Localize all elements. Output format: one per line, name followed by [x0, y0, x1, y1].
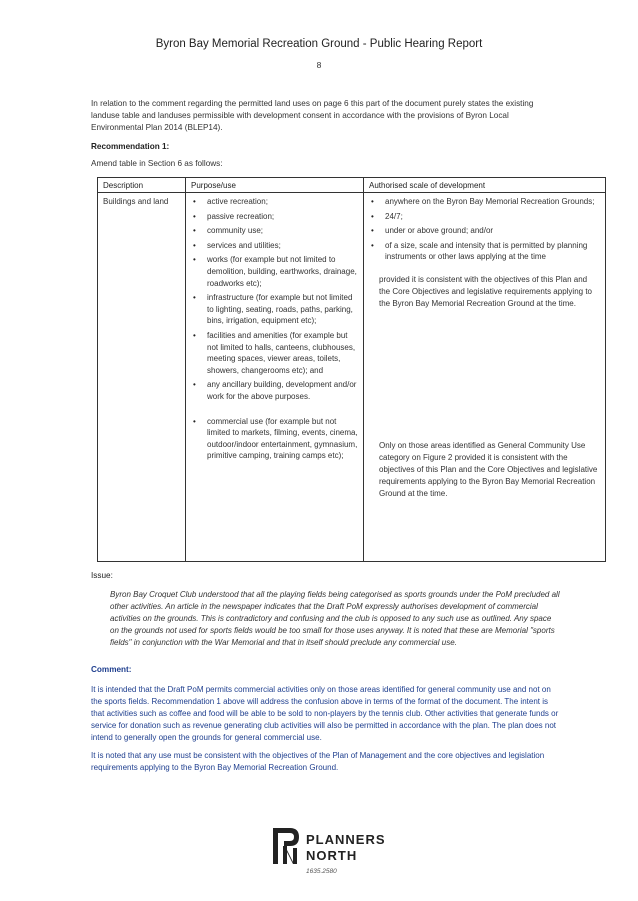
list-item: • of a size, scale and intensity that is permitted by planning instruments or other laws applying at the time — [369, 240, 600, 263]
issue-heading: Issue: — [91, 571, 113, 580]
purpose-cell — [186, 193, 364, 562]
list-item: • services and utilities; — [191, 240, 358, 252]
list-item: • community use; — [191, 225, 358, 237]
list-item: • passive recreation; — [191, 211, 358, 223]
issue-text: Byron Bay Croquet Club understood that all the playing fields being categorised as sports grounds under the PoM precluded all other activities. An article in the newspaper indicates that the Draft PoM expressly authorises development of commercial activities on the grounds. This is contradictory and confusing and the club is opposed to any such use as outlined. Any space on the grounds not used for sports fields would be too small for those uses anyway. It is noted that these are Memorial "sports fields" in conjunction with the War Memorial and that in itself should preclude any commercial use. — [110, 590, 560, 647]
landuse-table — [97, 177, 606, 562]
comment-paragraph-1: It is intended that the Draft PoM permits commercial activities only on those areas identified for general community use and not on the sports fields. Recommendation 1 above will address the confusion above in terms of the format of the document. The intent is that activities such as coffee and food will be able to be sold to non-players by the tennis club. Other activities that generate funds or service for donation such as revenue generating club activities will also be permitted in accordance with the plan. The plan does not intend to generally open the grounds for general commercial use. — [91, 685, 559, 742]
list-item: • any ancillary building, development and/or work for the above purposes. — [191, 379, 358, 402]
list-item: • 24/7; — [369, 211, 600, 223]
amend-text: Amend table in Section 6 as follows: — [91, 159, 223, 168]
list-item: • infrastructure (for example but not limited to lighting, seating, roads, paths, parking, bins, irrigation, equipment etc); — [191, 292, 358, 327]
proviso-text: provided it is consistent with the objectives of this Plan and the Core Objectives and legislative requirements applying to the Byron Bay Memorial Recreation Ground at the time. — [379, 274, 593, 308]
logo-text-north: NORTH — [306, 848, 358, 863]
comment-paragraph-2: It is noted that any use must be consistent with the objectives of the Plan of Management and the core objectives and legislation requirements applying to the Byron Bay Memorial Recreation Ground. — [91, 751, 545, 772]
list-item: • works (for example but not limited to demolition, building, earthworks, drainage, roadworks etc); — [191, 254, 358, 289]
header-purpose: Purpose/use — [186, 178, 364, 193]
description-cell: Buildings and land — [98, 193, 186, 562]
list-item: • active recreation; — [191, 196, 358, 208]
page-title: Byron Bay Memorial Recreation Ground - Public Hearing Report — [155, 38, 483, 50]
table-row — [98, 193, 606, 562]
comment-body — [91, 684, 561, 780]
table-header-row — [98, 178, 606, 193]
list-item: • commercial use (for example but not limited to markets, filming, events, cinema, outdoor/indoor entertainment, gymnasium, primitive camping, training camps etc); — [191, 416, 358, 462]
list-item: • anywhere on the Byron Bay Memorial Recreation Grounds; — [369, 196, 600, 208]
list-item: • under or above ground; and/or — [369, 225, 600, 237]
planners-north-logo — [270, 826, 400, 886]
logo-reference: 1635.2580 — [306, 868, 337, 875]
comment-heading: Comment: — [91, 665, 132, 674]
scale-cell — [364, 193, 606, 562]
only-areas-text: Only on those areas identified as General Community Use category on Figure 2 provided it is consistent with the objectives of this Plan and the Core Objectives and legislative requirements applying to the Byron Bay Memorial Recreation Ground at the time. — [379, 440, 598, 498]
intro-paragraph: In relation to the comment regarding the permitted land uses on page 6 this part of the document purely states the existing landuse table and landuses permissible with development consent in accordance with the provisions of Byron Local Environmental Plan 2014 (BLEP14). — [91, 99, 534, 132]
logo-icon — [270, 826, 302, 866]
logo-text-planners: PLANNERS — [306, 832, 386, 847]
page-number: 8 — [316, 60, 322, 70]
recommendation-heading: Recommendation 1: — [91, 142, 170, 151]
header-scale: Authorised scale of development — [364, 178, 606, 193]
list-item: • facilities and amenities (for example but not limited to halls, canteens, clubhouses, meeting spaces, viewer areas, toilets, showers, changerooms etc); and — [191, 330, 358, 376]
header-description: Description — [98, 178, 186, 193]
